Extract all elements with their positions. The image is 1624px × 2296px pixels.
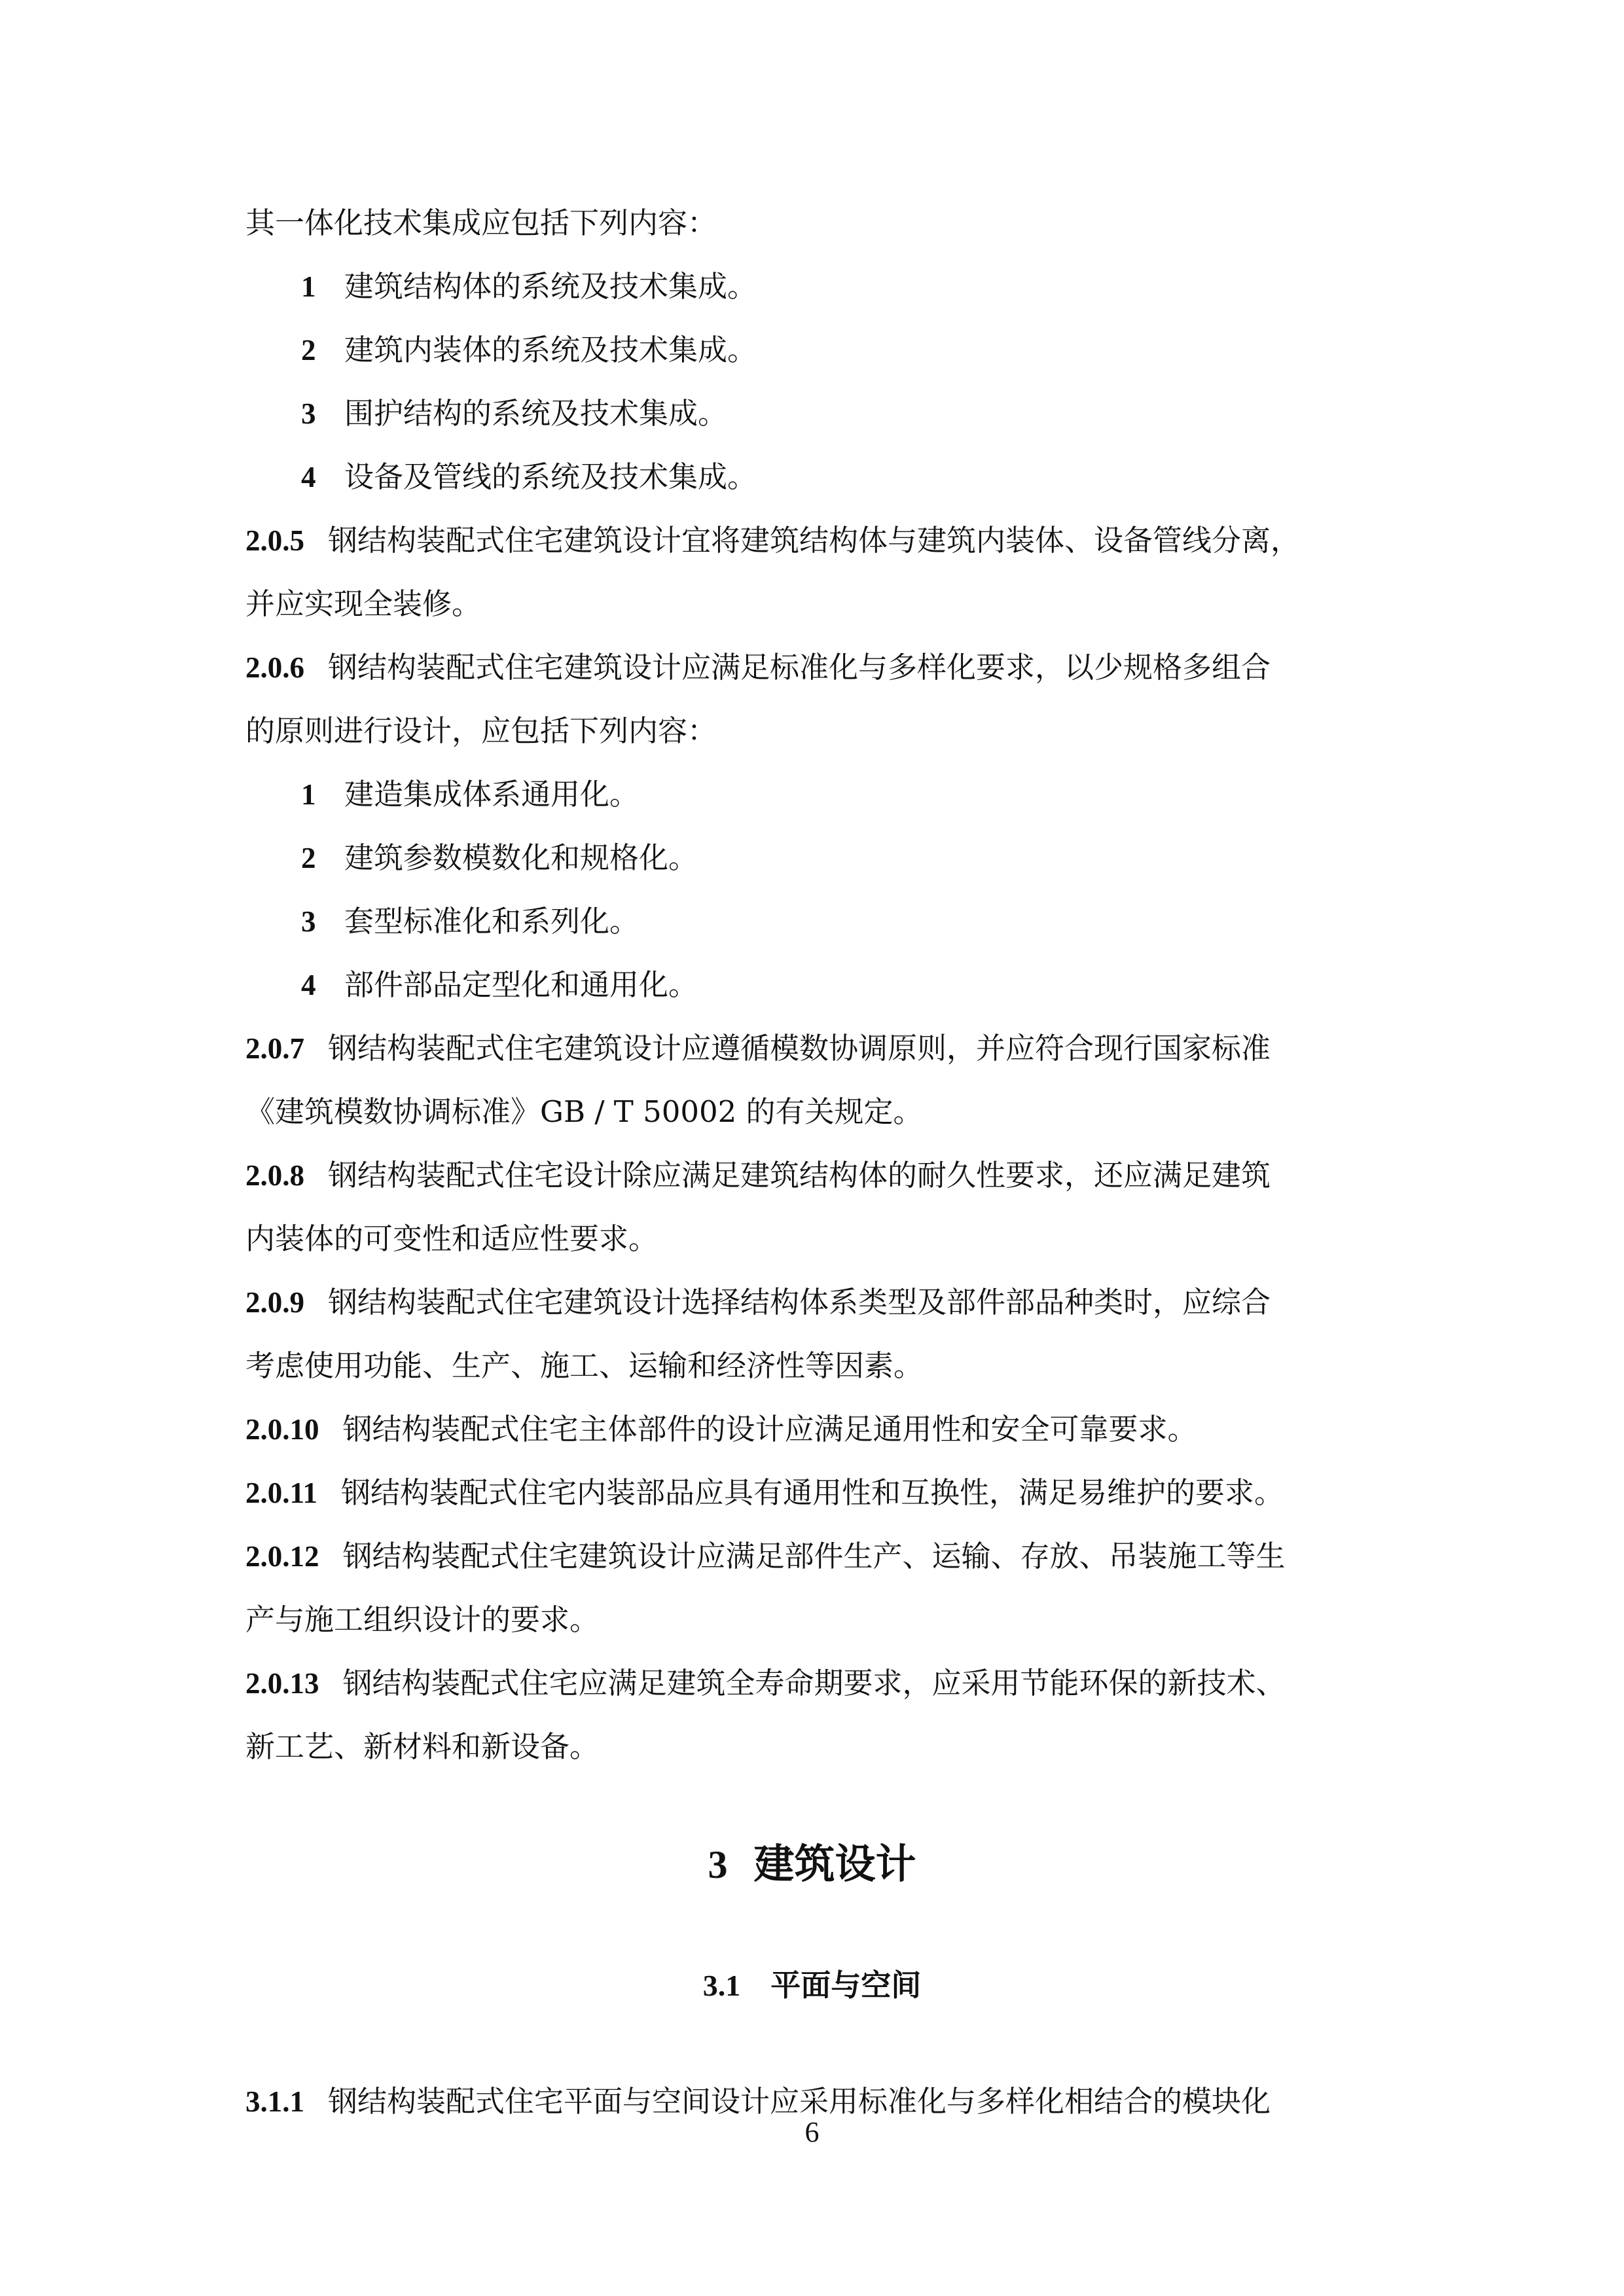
clause-text: 钢结构装配式住宅建筑设计宜将建筑结构体与建筑内装体、设备管线分离， <box>328 523 1301 558</box>
clause-text: 钢结构装配式住宅建筑设计选择结构体系类型及部件部品种类时，应综合 <box>328 1285 1271 1319</box>
list-item-number: 2 <box>301 842 316 874</box>
clause-text: 钢结构装配式住宅设计除应满足建筑结构体的耐久性要求，还应满足建筑 <box>328 1158 1271 1193</box>
section-heading <box>0 1962 1624 2009</box>
clause-number: 2.0.7 <box>245 1032 304 1065</box>
list-item-text: 部件部品定型化和通用化。 <box>344 967 698 1002</box>
section-title-text: 平面与空间 <box>770 1967 922 2003</box>
clause-text: 内装体的可变性和适应性要求。 <box>245 1221 659 1256</box>
list-item <box>245 762 1398 826</box>
chapter-number: 3 <box>708 1843 728 1886</box>
clause-continuation <box>245 1207 1398 1270</box>
clause <box>245 1143 1398 1207</box>
clause-number: 2.0.12 <box>245 1540 319 1573</box>
list-item-number: 4 <box>301 969 316 1001</box>
list-item <box>245 255 1398 318</box>
clause-continuation <box>245 1588 1398 1651</box>
list-item-text: 建筑内装体的系统及技术集成。 <box>344 332 757 367</box>
list-item-number: 1 <box>301 778 316 811</box>
page-number: 6 <box>804 2116 820 2148</box>
clause-text: 新工艺、新材料和新设备。 <box>245 1729 600 1764</box>
body-text <box>245 191 1398 1778</box>
text-line <box>245 191 1398 255</box>
text-line-content: 其一体化技术集成应包括下列内容： <box>245 206 717 240</box>
clause <box>245 636 1398 699</box>
list-item-number: 3 <box>301 905 316 938</box>
clause-text: 《建筑模数协调标准》GB / T 50002 的有关规定。 <box>245 1094 923 1129</box>
clause <box>245 1651 1398 1715</box>
clause-number: 2.0.6 <box>245 651 304 684</box>
clause-text: 钢结构装配式住宅平面与空间设计应采用标准化与多样化相结合的模块化 <box>328 2084 1271 2119</box>
clause-continuation <box>245 1080 1398 1143</box>
list-item-number: 2 <box>301 334 316 367</box>
list-item-number: 3 <box>301 397 316 430</box>
section-number: 3.1 <box>702 1969 741 2002</box>
list-item-text: 围护结构的系统及技术集成。 <box>344 396 728 431</box>
clause-text: 钢结构装配式住宅建筑设计应遵循模数协调原则，并应符合现行国家标准 <box>328 1031 1271 1066</box>
clause-text: 考虑使用功能、生产、施工、运输和经济性等因素。 <box>245 1348 924 1383</box>
list-item-number: 4 <box>301 461 316 493</box>
clause-number: 2.0.13 <box>245 1667 319 1700</box>
clause-text: 的原则进行设计，应包括下列内容： <box>245 713 717 748</box>
clause-text: 并应实现全装修。 <box>245 586 482 621</box>
list-item <box>245 318 1398 382</box>
clause <box>245 1461 1398 1524</box>
clause-text: 钢结构装配式住宅主体部件的设计应满足通用性和安全可靠要求。 <box>342 1412 1197 1446</box>
clause <box>245 1524 1398 1588</box>
clause-text: 钢结构装配式住宅建筑设计应满足部件生产、运输、存放、吊装施工等生 <box>342 1539 1286 1573</box>
list-item <box>245 953 1398 1016</box>
list-item <box>245 445 1398 509</box>
clause-continuation <box>245 699 1398 762</box>
list-item-text: 套型标准化和系列化。 <box>344 904 640 939</box>
clause <box>245 1016 1398 1080</box>
list-item-text: 建造集成体系通用化。 <box>344 777 640 812</box>
clause <box>245 509 1398 572</box>
clause-number: 3.1.1 <box>245 2085 304 2118</box>
clause-number: 2.0.5 <box>245 524 304 557</box>
list-item-number: 1 <box>301 270 316 303</box>
clause-number: 2.0.8 <box>245 1159 304 1192</box>
chapter-heading <box>0 1838 1624 1891</box>
clause-number: 2.0.9 <box>245 1286 304 1319</box>
clause <box>245 1397 1398 1461</box>
clause-number: 2.0.10 <box>245 1413 319 1446</box>
list-item-text: 建筑参数模数化和规格化。 <box>344 840 698 875</box>
list-item <box>245 889 1398 953</box>
clause-continuation <box>245 1715 1398 1778</box>
clause-text: 钢结构装配式住宅内装部品应具有通用性和互换性，满足易维护的要求。 <box>341 1475 1284 1510</box>
list-item-text: 设备及管线的系统及技术集成。 <box>344 459 757 494</box>
clause <box>245 1270 1398 1334</box>
list-item-text: 建筑结构体的系统及技术集成。 <box>344 269 757 304</box>
clause-text: 产与施工组织设计的要求。 <box>245 1602 600 1637</box>
list-item <box>245 826 1398 889</box>
chapter-title-text: 建筑设计 <box>753 1840 916 1888</box>
list-item <box>245 382 1398 445</box>
clause-continuation <box>245 1334 1398 1397</box>
clause-text: 钢结构装配式住宅建筑设计应满足标准化与多样化要求，以少规格多组合 <box>328 650 1271 685</box>
clause-text: 钢结构装配式住宅应满足建筑全寿命期要求，应采用节能环保的新技术、 <box>342 1666 1286 1700</box>
clause-continuation <box>245 572 1398 636</box>
clause-number: 2.0.11 <box>245 1477 318 1509</box>
